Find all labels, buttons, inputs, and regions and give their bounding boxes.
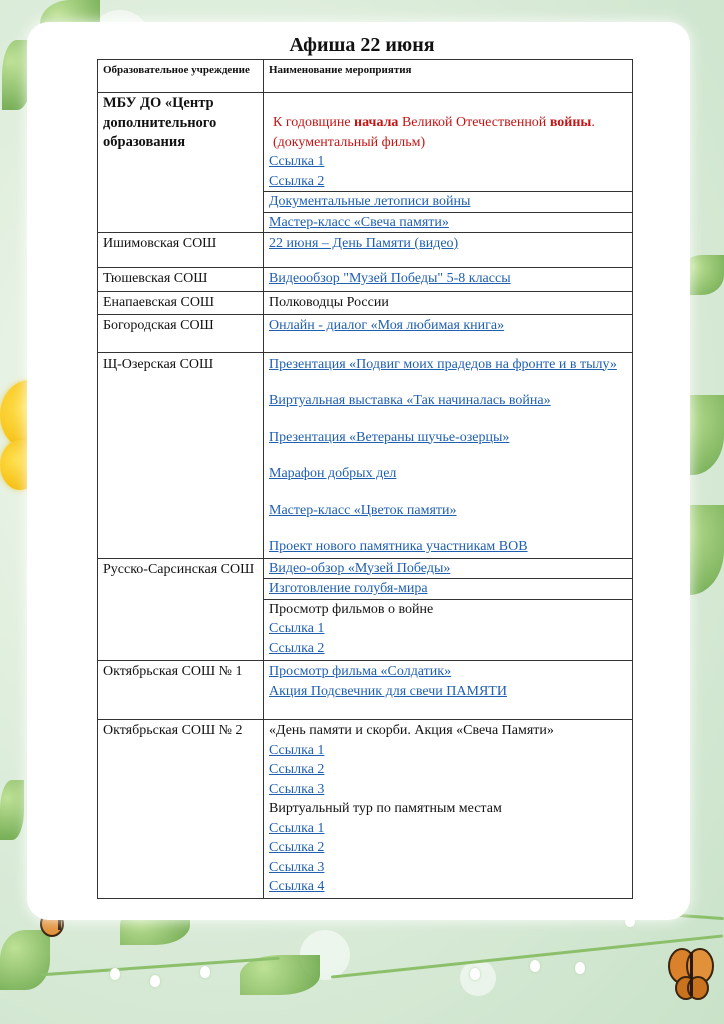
- lily-flower-icon: [575, 962, 585, 974]
- event-link[interactable]: Марафон добрых дел: [269, 466, 397, 481]
- event-link[interactable]: Видео-обзор «Музей Победы»: [269, 560, 451, 576]
- branch: [331, 934, 723, 978]
- event-link[interactable]: Документальные летописи войны: [269, 194, 471, 209]
- event-cell: [264, 268, 633, 292]
- lily-flower-icon: [110, 968, 120, 980]
- event-cell: Полководцы России: [264, 292, 633, 315]
- link-2[interactable]: Ссылка 2: [269, 762, 325, 777]
- event-cell: [264, 661, 633, 720]
- link-1[interactable]: Ссылка 1: [269, 621, 325, 636]
- event-link[interactable]: Онлайн - диалог «Моя любимая книга»: [269, 317, 505, 333]
- table-row: [98, 558, 633, 661]
- table-row: [98, 233, 633, 268]
- event-link[interactable]: Презентация «Подвиг моих прадедов на фронте и в тылу»: [269, 356, 617, 372]
- school-name: Богородская СОШ: [98, 314, 264, 352]
- lily-flower-icon: [150, 975, 160, 987]
- page-title: Афиша 22 июня: [289, 34, 435, 56]
- table-row: [98, 314, 633, 352]
- link-3[interactable]: Ссылка 3: [269, 859, 325, 875]
- butterfly-icon: [666, 942, 716, 1002]
- table-row: [98, 661, 633, 720]
- school-name: Щ-Озерская СОШ: [98, 352, 264, 558]
- table-row: [98, 352, 633, 558]
- event-link[interactable]: Мастер-класс «Цветок памяти»: [269, 502, 457, 518]
- event-title-bold: начала: [354, 115, 399, 130]
- event-cell: [264, 558, 633, 661]
- event-title: Виртуальный тур по памятным местам: [269, 801, 502, 816]
- table-row: [98, 268, 633, 292]
- header-school: Образовательное учреждение: [98, 60, 264, 93]
- link-4[interactable]: Ссылка 4: [269, 879, 325, 894]
- leaf-icon: [0, 930, 50, 990]
- school-name: Октябрьская СОШ № 1: [98, 661, 264, 720]
- events-table: [97, 59, 633, 899]
- event-link[interactable]: Мастер-класс «Свеча памяти»: [269, 214, 449, 230]
- event-cell: [264, 233, 633, 268]
- header-event: Наименование мероприятия: [264, 60, 633, 93]
- table-row: [98, 292, 633, 315]
- event-item: [269, 93, 627, 191]
- event-title: «День памяти и скорби. Акция «Свеча Памяти»: [269, 723, 554, 738]
- event-cell: [264, 314, 633, 352]
- event-cell: [264, 720, 633, 899]
- school-name: МБУ ДО «Центр дополнительного образования: [98, 93, 264, 233]
- event-link[interactable]: Просмотр фильма «Солдатик»: [269, 664, 452, 679]
- leaf-icon: [0, 780, 24, 840]
- school-name: Ишимовская СОШ: [98, 233, 264, 268]
- link-2[interactable]: Ссылка 2: [269, 640, 325, 656]
- event-cell: [264, 352, 633, 558]
- event-title-bold: войны: [549, 115, 592, 130]
- table-row: [98, 93, 633, 233]
- school-name: Енапаевская СОШ: [98, 292, 264, 315]
- lily-flower-icon: [530, 960, 540, 972]
- event-title: Просмотр фильмов о войне: [269, 601, 434, 617]
- link-2[interactable]: Ссылка 2: [269, 173, 325, 189]
- table-row: [98, 720, 633, 899]
- event-title-part: .(документальный фильм): [273, 115, 595, 150]
- school-name: Тюшевская СОШ: [98, 268, 264, 292]
- event-title: [269, 113, 627, 152]
- lily-flower-icon: [470, 968, 480, 980]
- link-2[interactable]: Ссылка 2: [269, 840, 325, 855]
- event-title-part: К годовщине: [273, 115, 355, 130]
- event-link[interactable]: Проект нового памятника участникам ВОВ: [269, 539, 528, 554]
- event-link[interactable]: Акция Подсвечник для свечи ПАМЯТИ: [269, 683, 507, 699]
- link-1[interactable]: Ссылка 1: [269, 154, 325, 169]
- event-link[interactable]: Видеообзор "Музей Победы" 5-8 классы: [269, 271, 511, 286]
- event-link[interactable]: 22 июня – День Памяти (видео): [269, 236, 459, 251]
- link-3[interactable]: Ссылка 3: [269, 781, 325, 797]
- event-link[interactable]: Презентация «Ветераны шучье-озерцы»: [269, 429, 510, 445]
- table-header: [98, 60, 633, 93]
- event-link[interactable]: Изготовление голубя-мира: [269, 581, 428, 596]
- school-name: Октябрьская СОШ № 2: [98, 720, 264, 899]
- link-1[interactable]: Ссылка 1: [269, 820, 325, 836]
- event-link[interactable]: Виртуальная выставка «Так начиналась война»: [269, 393, 551, 408]
- school-name: Русско-Сарсинская СОШ: [98, 558, 264, 661]
- link-1[interactable]: Ссылка 1: [269, 742, 325, 758]
- lily-flower-icon: [200, 966, 210, 978]
- event-cell: [264, 93, 633, 233]
- event-title-part: Великой Отечественной: [398, 115, 550, 130]
